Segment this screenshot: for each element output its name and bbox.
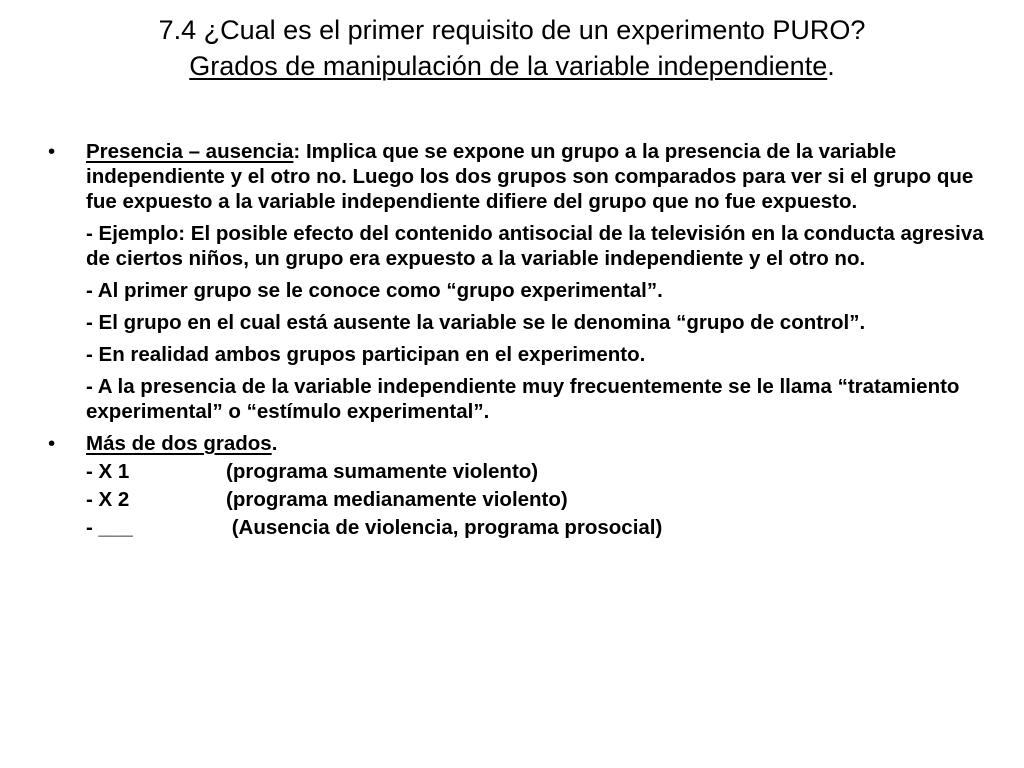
- section1-paragraph: - Ejemplo: El posible efecto del contenido antisocial de la televisión en la conducta agresiva de ciertos niños, un grupo era expuesto a la variable independiente y el otro no.: [86, 222, 984, 270]
- bullet-mas-de-dos-grados: [48, 431, 998, 456]
- slide-title: [30, 12, 994, 84]
- section2-heading: Más de dos grados: [86, 432, 272, 455]
- section1-heading: Presencia – ausencia: [86, 140, 294, 163]
- bullet-presencia-ausencia: [48, 139, 998, 214]
- section1-paragraph: - En realidad ambos grupos participan en el experimento.: [86, 343, 646, 366]
- slide-body: [48, 139, 998, 540]
- grade-level-desc: (programa sumamente violento): [226, 460, 539, 483]
- grade-level-row: [48, 515, 998, 540]
- title-line-2-underlined: Grados de manipulación de la variable independiente: [189, 51, 828, 81]
- bullet-dot: •: [48, 140, 56, 163]
- grade-level-desc: (Ausencia de violencia, programa prosocial): [226, 516, 663, 539]
- title-line-2-tail: .: [827, 51, 835, 81]
- grade-level-code: - X 1: [86, 460, 130, 483]
- section2-tail: .: [271, 432, 278, 455]
- grade-level-desc: (programa medianamente violento): [226, 488, 568, 511]
- title-line-1: 7.4 ¿Cual es el primer requisito de un experimento PURO?: [158, 15, 866, 45]
- title-line-2: [30, 48, 994, 84]
- bullet-dot: •: [48, 432, 56, 455]
- grade-level-row: [48, 487, 998, 512]
- section1-paragraph: - Al primer grupo se le conoce como “grupo experimental”.: [86, 279, 663, 302]
- section1-paragraph: - El grupo en el cual está ausente la variable se le denomina “grupo de control”.: [86, 311, 866, 334]
- section1-text: : Implica que se expone un grupo a la presencia de la variable independiente y el otro no. Luego los dos grupos son comparados para ver si el grupo que fue expuesto a la variable independiente difiere del grupo que no fue expuesto.: [86, 140, 974, 213]
- grade-level-code: - ___: [86, 516, 133, 539]
- section1-paragraph: - A la presencia de la variable independiente muy frecuentemente se le llama “tratamiento experimental” o “estímulo experimental”.: [86, 375, 960, 423]
- grade-level-code: - X 2: [86, 488, 130, 511]
- grade-level-row: [48, 459, 998, 484]
